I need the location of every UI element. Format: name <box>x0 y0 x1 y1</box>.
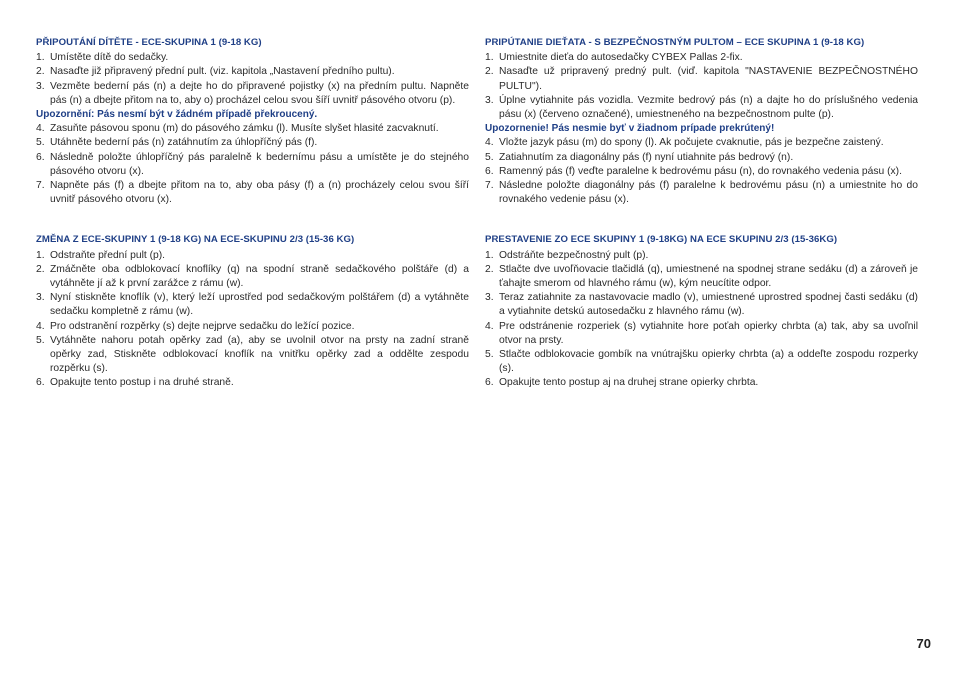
step-number: 6. <box>485 165 494 177</box>
list-item <box>36 80 469 108</box>
step-text: Napněte pás (f) a dbejte přitom na to, aby oba pásy (f) a (n) procházely celou svou šíří uvnitř pásového otvoru (x). <box>50 180 469 206</box>
steps-list <box>485 249 918 391</box>
step-text: Stlačte odblokovacie gombík na vnútrajšku opierky chrbta (a) a oddeľte zospodu rozperky (s). <box>499 349 918 375</box>
section-heading: ZMĚNA Z ECE-SKUPINY 1 (9-18 KG) NA ECE-SKUPINU 2/3 (15-36 KG) <box>36 234 355 246</box>
step-number: 6. <box>485 377 494 389</box>
step-number: 2. <box>36 263 45 275</box>
step-text: Zasuňte pásovou sponu (m) do pásového zámku (l). Musíte slyšet hlasité zacvaknutí. <box>50 123 439 135</box>
step-text: Opakujte tento postup aj na druhej strane opierky chrbta. <box>499 377 759 389</box>
step-number: 6. <box>36 377 45 389</box>
step-number: 3. <box>485 292 494 304</box>
section-spacer <box>485 207 918 233</box>
step-number: 1. <box>36 52 45 64</box>
step-text: Teraz zatiahnite za nastavovacie madlo (v), umiestnené uprostred spodnej časti sedáku (d) a vytiahnite detskú autosedačku z hlavného rámu (w). <box>499 292 918 318</box>
step-text: Odstráňte bezpečnostný pult (p). <box>499 249 649 261</box>
list-item <box>485 263 918 291</box>
list-item <box>36 320 469 334</box>
step-text: Ramenný pás (f) veďte paralelne k bedrovému pásu (n), do rovnakého vedenia pásu (x). <box>499 165 902 177</box>
step-number: 5. <box>485 151 494 163</box>
step-number: 7. <box>36 180 45 192</box>
list-item <box>485 136 918 150</box>
list-item <box>485 291 918 319</box>
step-text: Pre odstránenie rozperiek (s) vytiahnite hore poťah opierky chrbta (a) tak, aby sa uvoľnil otvor na prsty. <box>499 320 918 346</box>
steps-list <box>36 51 469 108</box>
section-strapping-sk <box>485 36 918 207</box>
left-column <box>36 36 469 391</box>
step-text: Vložte jazyk pásu (m) do spony (l). Ak počujete cvaknutie, pás je bezpečne zaistený. <box>499 137 884 149</box>
step-number: 4. <box>36 320 45 332</box>
step-number: 1. <box>36 249 45 261</box>
list-item <box>36 136 469 150</box>
steps-list <box>485 136 918 207</box>
section-heading: PRESTAVENIE ZO ECE SKUPINY 1 (9-18KG) NA ECE SKUPINU 2/3 (15-36KG) <box>485 234 838 246</box>
step-number: 3. <box>36 292 45 304</box>
step-text: Nyní stiskněte knoflík (v), který leží uprostřed pod sedačkovým polštářem (d) a vytáhněte sedačku kompletně z rámu (w). <box>50 292 469 318</box>
section-heading: PRIPÚTANIE DIEŤATA - S BEZPEČNOSTNÝM PULTOM – ECE SKUPINA 1 (9-18 KG) <box>485 37 865 48</box>
step-text: Umiestnite dieťa do autosedačky CYBEX Pallas 2-fix. <box>499 52 743 64</box>
warning-note: Upozornění: Pás nesmí být v žádném případě překroucený. <box>36 109 318 121</box>
step-text: Utáhněte bederní pás (n) zatáhnutím za úhlopříčný pás (f). <box>50 137 318 149</box>
list-item <box>485 151 918 165</box>
list-item <box>36 376 469 390</box>
page-number: 70 <box>916 636 931 651</box>
step-text: Nasaďte již připravený přední pult. (viz. kapitola „Nastavení předního pultu). <box>50 66 395 78</box>
step-text: Opakujte tento postup i na druhé straně. <box>50 377 234 389</box>
steps-list <box>36 249 469 391</box>
step-text: Pro odstranění rozpěrky (s) dejte nejprve sedačku do ležící pozice. <box>50 320 355 332</box>
list-item <box>36 151 469 179</box>
right-column <box>485 36 918 391</box>
list-item <box>485 165 918 179</box>
step-number: 6. <box>36 151 45 163</box>
step-number: 3. <box>36 80 45 92</box>
step-number: 5. <box>36 137 45 149</box>
steps-list <box>485 51 918 122</box>
step-number: 2. <box>485 66 494 78</box>
warning-note: Upozornenie! Pás nesmie byť v žiadnom prípade prekrútený! <box>485 123 775 135</box>
step-text: Umístěte dítě do sedačky. <box>50 52 169 64</box>
section-spacer <box>36 207 469 233</box>
section-heading: PŘIPOUTÁNÍ DÍTĚTE - ECE-SKUPINA 1 (9-18 KG) <box>36 37 262 48</box>
list-item <box>485 320 918 348</box>
step-number: 5. <box>36 334 45 346</box>
step-text: Nasaďte už pripravený predný pult. (viď. kapitola "NASTAVENIE BEZPEČNOSTNÉHO PULTU"). <box>499 66 918 92</box>
step-text: Následne položte diagonálny pás (f) paralelne k bedrovému pásu (n) a umiestnite ho do rovnakého vedenie pásu (x). <box>499 180 918 206</box>
list-item <box>485 94 918 122</box>
step-text: Následně položte úhlopříčný pás paralelně k bedernímu pásu a umístěte je do stejného pásového otvoru (x). <box>50 151 469 177</box>
step-text: Zmáčněte oba odblokovací knoflíky (q) na spodní straně sedačkového polštáře (d) a vytáhněte jí až k první zarážce z rámu (w). <box>50 263 469 290</box>
step-text: Vytáhněte nahoru potah opěrky zad (a), aby se uvolnil otvor na prsty na zadní straně opěrky zad, Stiskněte odblokovací knoflík na vnitřku opěrky zad a oddělte zespodu rozpěrku (s). <box>50 334 469 375</box>
step-number: 1. <box>485 52 494 64</box>
list-item <box>36 263 469 291</box>
step-number: 4. <box>485 137 494 149</box>
step-number: 4. <box>36 123 45 135</box>
list-item <box>36 291 469 319</box>
list-item <box>36 334 469 377</box>
step-number: 2. <box>36 66 45 78</box>
section-strapping-cz <box>36 36 469 207</box>
section-conversion-cz <box>36 233 469 390</box>
list-item <box>36 122 469 136</box>
list-item <box>485 348 918 376</box>
list-item <box>485 65 918 93</box>
list-item <box>485 51 918 65</box>
step-text: Úplne vytiahnite pás vozidla. Vezmite bedrový pás (n) a dajte ho do príslušného vedenia pásu (x) (červeno označené), umiestneného na bezpečnostnom pulte (p). <box>499 94 918 121</box>
step-text: Zatiahnutím za diagonálny pás (f) nyní utiahnite pás bedrový (n). <box>499 151 794 163</box>
list-item <box>36 51 469 65</box>
list-item <box>485 376 918 390</box>
list-item <box>485 179 918 207</box>
step-text: Odstraňte přední pult (p). <box>50 249 166 261</box>
step-number: 3. <box>485 94 494 106</box>
step-number: 5. <box>485 349 494 361</box>
step-number: 2. <box>485 263 494 275</box>
step-number: 7. <box>485 180 494 192</box>
section-conversion-sk <box>485 233 918 390</box>
list-item <box>485 249 918 263</box>
step-number: 4. <box>485 320 494 332</box>
step-number: 1. <box>485 249 494 261</box>
list-item <box>36 65 469 79</box>
list-item <box>36 179 469 207</box>
step-text: Vezměte bederní pás (n) a dejte ho do připravené pojistky (x) na předním pultu. Napněte pás (n) a dbejte přitom na to, aby o) procházel celou svou šíří uvnitř pásového otvoru (p). <box>50 80 469 106</box>
step-text: Stlačte dve uvoľňovacie tlačidlá (q), umiestnené na spodnej strane sedáku (d) a zároveň je ťahajte smerom od hlavného rámu (w), kým neucítite odpor. <box>499 263 918 290</box>
steps-list <box>36 122 469 207</box>
list-item <box>36 249 469 263</box>
